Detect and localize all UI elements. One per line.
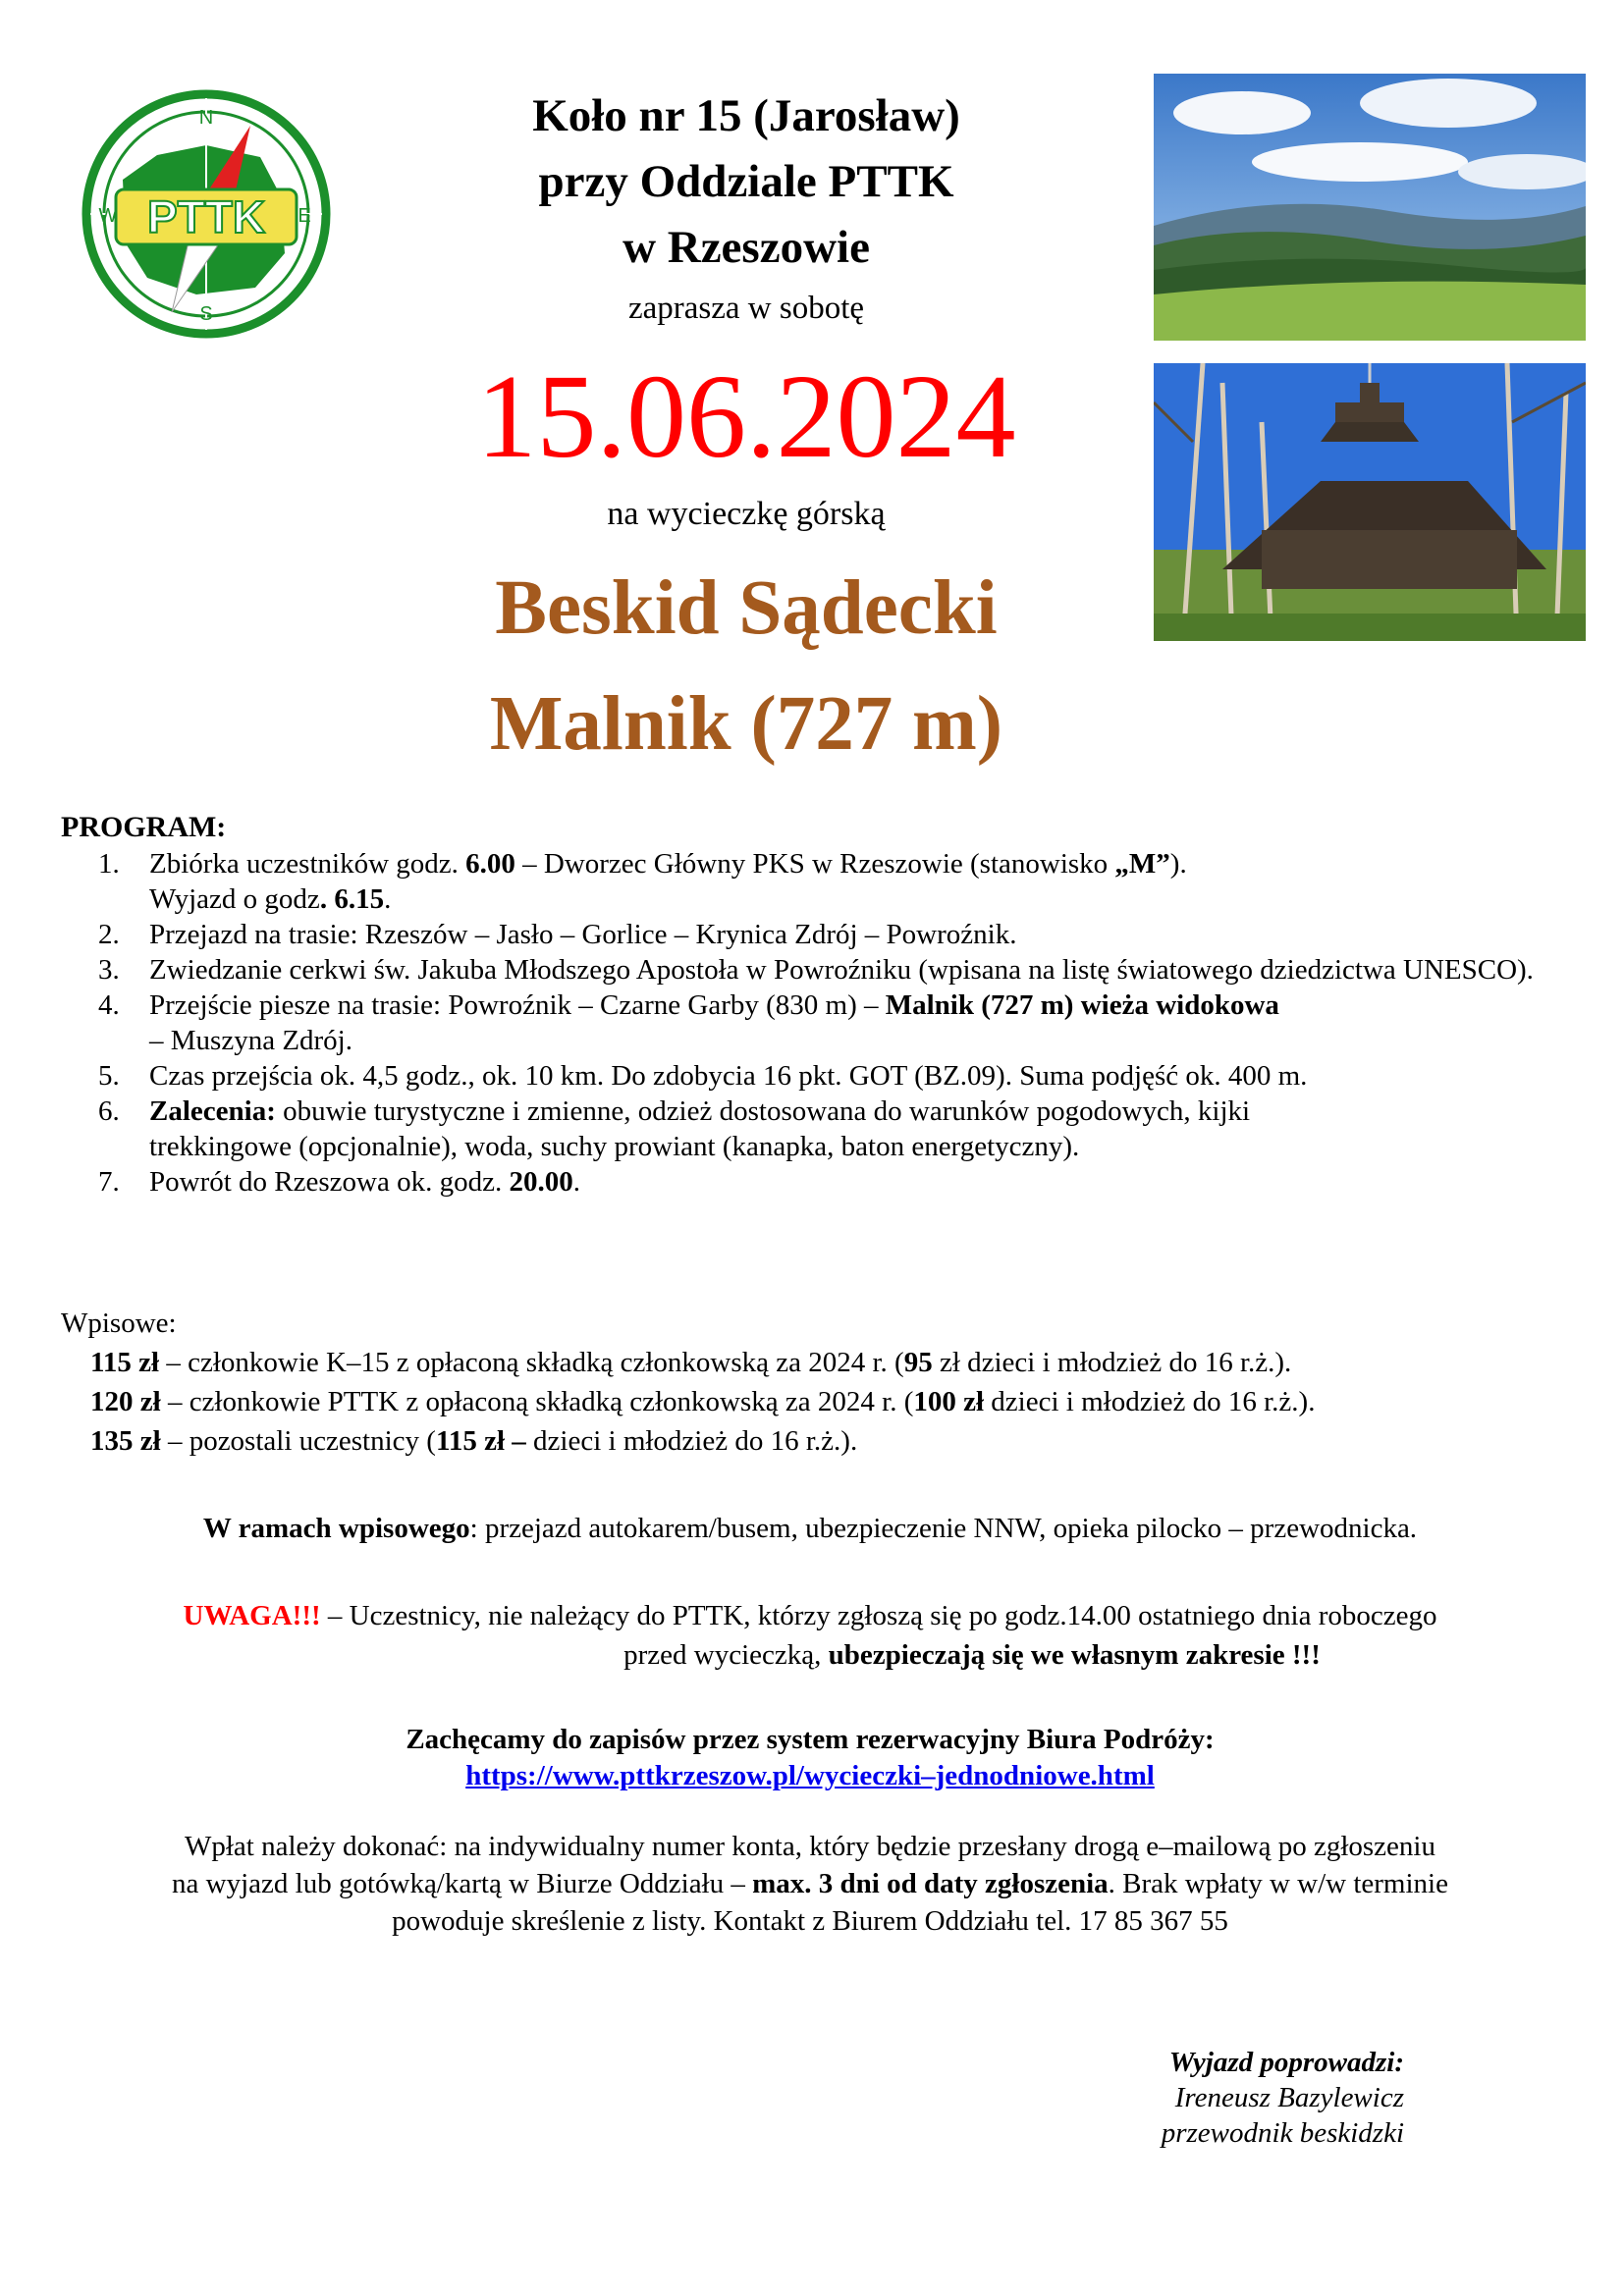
- warning-notice: UWAGA!!! – Uczestnicy, nie należący do PTTK, którzy zgłoszą się po godz.14.00 ostatniego dnia roboczego: [183, 1600, 1437, 1631]
- invite-text: zaprasza w sobotę: [627, 291, 865, 326]
- included-services: W ramach wpisowego: przejazd autokarem/busem, ubezpieczenie NNW, opieka pilocko – przewodnicka.: [202, 1513, 1418, 1544]
- list-item: 6. Zalecenia: obuwie turystyczne i zmienne, odzież dostosowana do warunków pogodowych, kijki trekkingowe (opcjonalnie), woda, suchy prowiant (kanapka, baton energetyczny).: [98, 1095, 1251, 1162]
- compass-logo-icon: [79, 86, 334, 342]
- list-item: 5. Czas przejścia ok. 4,5 godz., ok. 10 km. Do zdobycia 16 pkt. GOT (BZ.09). Suma podjęść ok. 400 m.: [98, 1060, 1308, 1092]
- list-item: 3. Zwiedzanie cerkwi św. Jakuba Młodszego Apostoła w Powroźniku (wpisana na listę światowego dziedzictwa UNESCO).: [98, 954, 1534, 986]
- warning-label: UWAGA!!!: [183, 1600, 321, 1631]
- booking-text: Zachęcamy do zapisów przez system rezerwacyjny Biura Podróży:: [406, 1724, 1215, 1755]
- trip-type: na wycieczkę górską: [607, 496, 886, 532]
- fees-section: [61, 1304, 1573, 1461]
- fees-heading: Wpisowe:: [61, 1308, 177, 1339]
- org-line-2: przy Oddziale PTTK: [538, 156, 954, 207]
- payment-line-1: Wpłat należy dokonać: na indywidualny numer konta, który będzie przesłany drogą e–mailową po zgłoszeniu: [185, 1831, 1435, 1862]
- booking-link[interactable]: https://www.pttkrzeszow.pl/wycieczki–jednodniowe.html: [465, 1760, 1155, 1791]
- compass-e: E: [298, 205, 311, 227]
- signature-block: [1080, 2045, 1404, 2151]
- event-date: 15.06.2024: [476, 350, 1016, 483]
- compass-s: S: [199, 303, 213, 325]
- signature-label: Wyjazd poprowadzi:: [1168, 2047, 1404, 2078]
- compass-n: N: [198, 107, 214, 129]
- program-heading: PROGRAM:: [61, 811, 227, 843]
- signature-role: przewodnik beskidzki: [1161, 2117, 1404, 2149]
- list-item: 7. Powrót do Rzeszowa ok. godz. 20.00.: [98, 1166, 580, 1198]
- list-item: 2. Przejazd na trasie: Rzeszów – Jasło – Gorlice – Krynica Zdrój – Powroźnik.: [98, 919, 1017, 950]
- region-title: Beskid Sądecki: [495, 565, 998, 651]
- signature-name: Ireneusz Bazylewicz: [1174, 2082, 1404, 2113]
- pttk-logo: [79, 86, 334, 342]
- booking-link-wrap: [39, 1757, 1581, 1794]
- compass-w: W: [98, 205, 118, 227]
- mountain-landscape-photo: [1154, 74, 1586, 341]
- wooden-church-photo: [1154, 363, 1586, 641]
- fee-row: 120 zł – członkowie PTTK z opłaconą składką członkowską za 2024 r. (100 zł dzieci i młodzież do 16 r.ż.).: [90, 1386, 1316, 1417]
- payment-line-3: powoduje skreślenie z listy. Kontakt z Biurem Oddziału tel. 17 85 367 55: [392, 1905, 1228, 1937]
- program-list: [61, 846, 1573, 1200]
- peak-title: Malnik (727 m): [489, 681, 1003, 767]
- org-line-1: Koło nr 15 (Jarosław): [532, 90, 960, 141]
- fee-row: 115 zł – członkowie K–15 z opłaconą składką członkowską za 2024 r. (95 zł dzieci i młodzież do 16 r.ż.).: [90, 1347, 1292, 1378]
- list-item: 4. Przejście piesze na trasie: Powroźnik – Czarne Garby (830 m) – Malnik (727 m) wieża widokowa – Muszyna Zdrój.: [98, 989, 1279, 1056]
- fee-row: 135 zł – pozostali uczestnicy (115 zł – dzieci i młodzież do 16 r.ż.).: [90, 1425, 858, 1457]
- org-line-3: w Rzeszowie: [623, 222, 870, 273]
- warning-notice-line2: przed wycieczką, ubezpieczają się we własnym zakresie !!!: [623, 1639, 1321, 1671]
- list-item: 1. Zbiórka uczestników godz. 6.00 – Dworzec Główny PKS w Rzeszowie (stanowisko „M”). Wyjazd o godz. 6.15.: [98, 848, 1187, 915]
- payment-line-2: na wyjazd lub gotówką/kartą w Biurze Oddziału – max. 3 dni od daty zgłoszenia. Brak wpłaty w w/w terminie: [172, 1868, 1448, 1899]
- logo-text: PTTK: [146, 191, 266, 242]
